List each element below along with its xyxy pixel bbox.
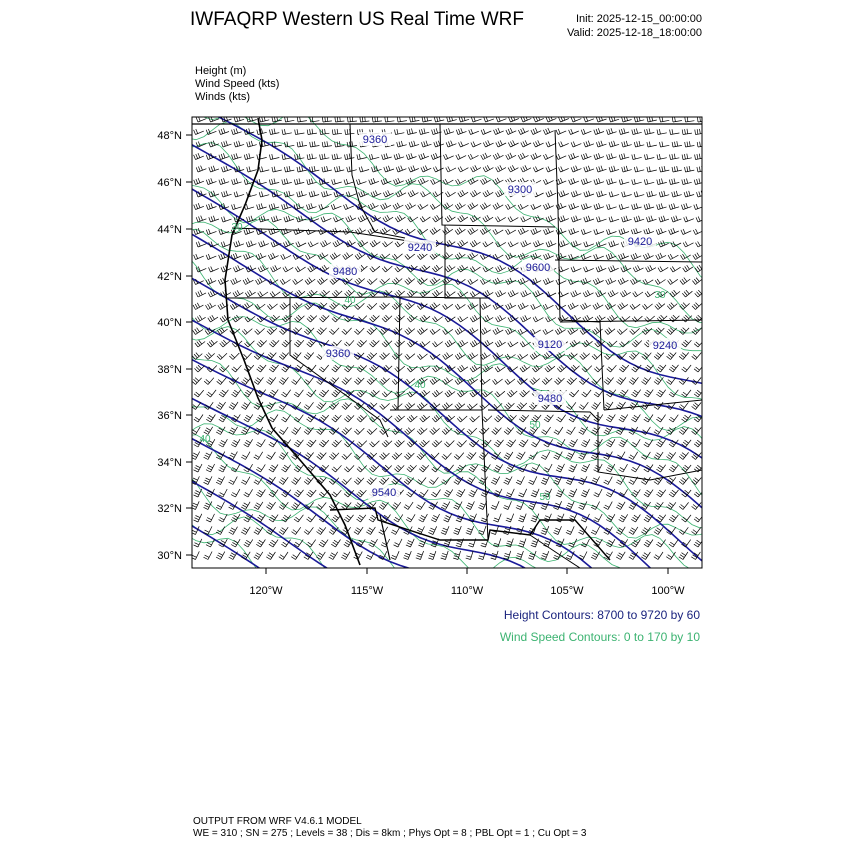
lat-label: 34°N [157,457,182,469]
lat-label: 42°N [157,271,182,283]
height-contour-label: 9600 [525,262,551,274]
lat-label: 46°N [157,177,182,189]
wind-contour-label: 40 [414,380,426,391]
lat-label: 40°N [157,317,182,329]
variable-height: Height (m) [195,65,247,77]
model-config: WE = 310 ; SN = 275 ; Levels = 38 ; Dis = 8km ; Phys Opt = 8 ; PBL Opt = 1 ; Cu Opt = 3 [193,828,587,839]
lon-label: 105°W [550,585,584,597]
lat-label: 32°N [157,503,182,515]
height-contour-label: 9420 [627,236,653,248]
lat-label: 44°N [157,224,182,236]
height-contour-label: 9480 [537,393,563,405]
wind-contours-legend: Wind Speed Contours: 0 to 170 by 10 [499,630,700,644]
plot-area [192,117,702,568]
height-contour-label: 9540 [371,487,397,499]
lat-label: 38°N [157,364,182,376]
lon-label: 100°W [651,585,685,597]
lat-label: 48°N [157,130,182,142]
height-contour-label: 9360 [325,348,351,360]
height-contour-line [180,564,710,850]
model-info: OUTPUT FROM WRF V4.6.1 MODEL [193,816,362,827]
variable-winds: Winds (kts) [195,91,250,103]
height-contour-label: 9240 [652,340,678,352]
wind-contour-label: 40 [344,295,356,306]
height-contour-label: 9480 [332,266,358,278]
height-contour-label: 9120 [537,339,563,351]
height-contour-label: 9360 [362,134,388,146]
longitude-axis [249,568,685,597]
height-contour-label: 9300 [507,184,533,196]
lat-label: 30°N [157,550,182,562]
lon-label: 115°W [350,585,384,597]
lon-label: 110°W [450,585,484,597]
wind-contour-label: 40 [199,434,211,445]
valid-time: Valid: 2025-12-18_18:00:00 [567,27,702,39]
wind-contour-label: 50 [539,492,551,503]
init-time: Init: 2025-12-15_00:00:00 [576,13,702,25]
wind-contour-label: 30 [654,290,666,301]
height-contour-label: 9240 [407,242,433,254]
latitude-axis [157,130,192,562]
wind-contour-label: 50 [529,420,541,431]
height-contours-legend: Height Contours: 8700 to 9720 by 60 [503,608,700,622]
wind-contour-label: 30 [231,222,243,233]
lat-label: 36°N [157,410,182,422]
chart-title: IWFAQRP Western US Real Time WRF [190,9,524,30]
lon-label: 120°W [249,585,283,597]
variable-wind-speed: Wind Speed (kts) [195,78,280,90]
